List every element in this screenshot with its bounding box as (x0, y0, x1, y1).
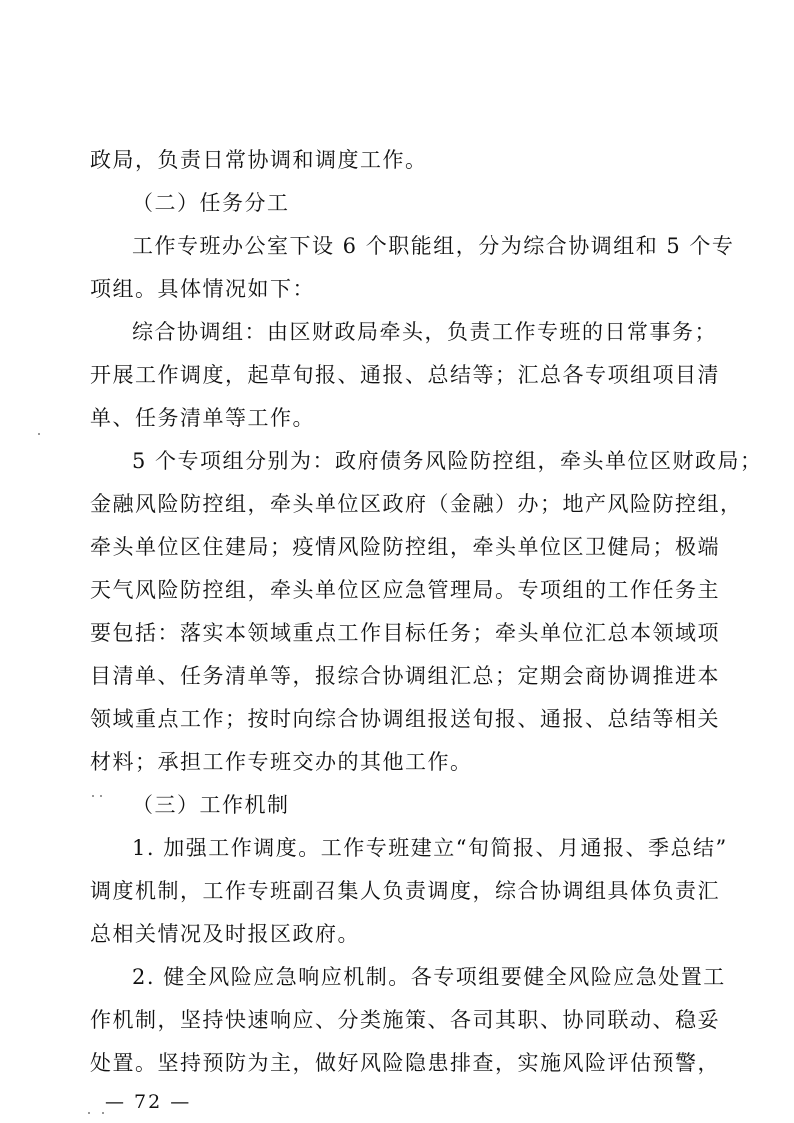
text-line: 工作专班办公室下设 6 个职能组，分为综合协调组和 5 个专 (132, 234, 735, 258)
scan-speck (100, 795, 102, 797)
text-line: 总相关情况及时报区政府。 (90, 922, 360, 946)
scan-speck (88, 1112, 90, 1114)
section-heading: （三）工作机制 (132, 793, 290, 817)
scan-speck (38, 433, 40, 435)
text-line: 目清单、任务清单等，报综合协调组汇总；定期会商协调推进本 (90, 664, 720, 688)
text-line: 调度机制，工作专班副召集人负责调度，综合协调组具体负责汇 (90, 879, 720, 903)
text-line: 综合协调组：由区财政局牵头，负责工作专班的日常事务； (132, 320, 717, 344)
text-line: 2. 健全风险应急响应机制。各专项组要健全风险应急处置工 (132, 965, 726, 989)
text-line: 1. 加强工作调度。工作专班建立“旬简报、月通报、季总结” (132, 836, 728, 860)
text-line: 天气风险防控组，牵头单位区应急管理局。专项组的工作任务主 (90, 578, 720, 602)
page-number: — 72 — (105, 1091, 192, 1113)
text-line: 单、任务清单等工作。 (90, 406, 315, 430)
text-line: 金融风险防控组，牵头单位区政府（金融）办；地产风险防控组， (90, 492, 743, 516)
text-line: 牵头单位区住建局；疫情风险防控组，牵头单位区卫健局；极端 (90, 535, 720, 559)
text-line: 开展工作调度，起草旬报、通报、总结等；汇总各专项组项目清 (90, 363, 720, 387)
text-line: 项组。具体情况如下： (90, 277, 315, 301)
text-line: 要包括：落实本领域重点工作目标任务；牵头单位汇总本领域项 (90, 621, 720, 645)
text-line: 处置。坚持预防为主，做好风险隐患排查，实施风险评估预警， (90, 1051, 720, 1075)
text-line: 作机制，坚持快速响应、分类施策、各司其职、协同联动、稳妥 (90, 1008, 720, 1032)
text-line: 5 个专项组分别为：政府债务风险防控组，牵头单位区财政局； (132, 449, 763, 473)
text-line: 领域重点工作；按时向综合协调组报送旬报、通报、总结等相关 (90, 707, 720, 731)
text-line: 政局，负责日常协调和调度工作。 (90, 148, 428, 172)
scan-speck (102, 1112, 104, 1114)
scan-speck (92, 795, 94, 797)
section-heading: （二）任务分工 (132, 191, 290, 215)
text-line: 材料；承担工作专班交办的其他工作。 (90, 750, 473, 774)
